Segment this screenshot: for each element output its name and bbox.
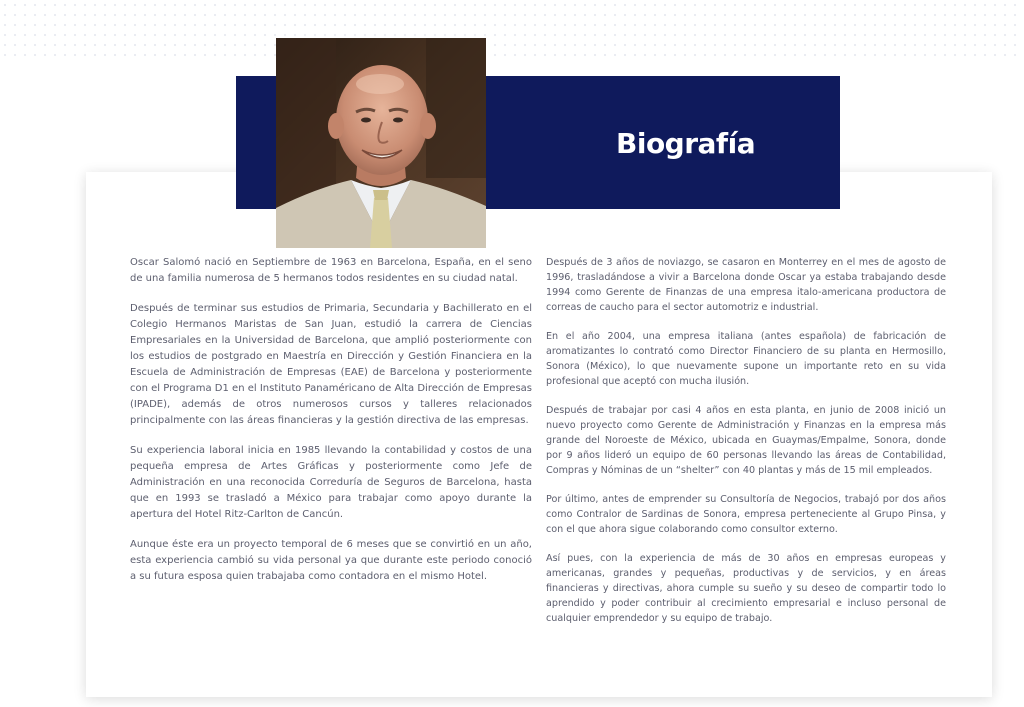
biography-right-column xyxy=(546,255,946,640)
bio-paragraph: Después de terminar sus estudios de Primaria, Secundaria y Bachillerato en el Colegio Hermanos Maristas de San Juan, estudió la carrera de Ciencias Empresariales en la Universidad de Barcelona, que amplió posteriormente con los estudios de postgrado en Maestría en Dirección y Gestión Financiera en la Escuela de Administración de Empresas (EAE) de Barcelona y posteriormente con el Programa D1 en el Instituto Panaméricano de Alta Dirección de Empresas (IPADE), además de otros numerosos cursos y talleres relacionados principalmente con las áreas financieras y la gestión directiva de las empresas. xyxy=(130,303,532,426)
biography-left-column xyxy=(130,255,532,599)
bio-paragraph: Oscar Salomó nació en Septiembre de 1963 en Barcelona, España, en el seno de una familia numerosa de 5 hermanos todos residentes en su ciudad natal. xyxy=(130,257,532,284)
bio-paragraph: Así pues, con la experiencia de más de 30 años en empresas europeas y americanas, grandes y pequeñas, productivas y de servicios, y en áreas financieras y directivas, ahora cumple su sueño y su deseo de compartir todo lo aprendido y poder contribuir al crecimiento empresarial e incluso personal de cualquier emprendedor y su equipo de trabajo. xyxy=(546,553,946,624)
bio-paragraph: En el año 2004, una empresa italiana (antes española) de fabricación de aromatizantes lo contrató como Director Financiero de su planta en Hermosillo, Sonora (México), lo que nuevamente supone un importante reto en su vida profesional que aceptó con mucha ilusión. xyxy=(546,331,946,387)
bio-paragraph: Después de 3 años de noviazgo, se casaron en Monterrey en el mes de agosto de 1996, trasladándose a vivir a Barcelona donde Oscar ya estaba trabajando desde 1994 como Gerente de Finanzas de una empresa italo-americana productora de correas de caucho para el sector automotriz e industrial. xyxy=(546,257,946,313)
profile-photo xyxy=(276,38,486,248)
bio-paragraph: Por último, antes de emprender su Consultoría de Negocios, trabajó por dos años como Contralor de Sardinas de Sonora, empresa perteneciente al Grupo Pinsa, y con el que ahora sigue colaborando como consultor externo. xyxy=(546,494,946,535)
bio-paragraph: Después de trabajar por casi 4 años en esta planta, en junio de 2008 inició un nuevo proyecto como Gerente de Administración y Finanzas en la empresa más grande del Noroeste de México, ubicada en Guaymas/Empalme, Sonora, donde por 9 años lideró un equipo de 60 personas llevando las áreas de Contabilidad, Compras y Nóminas de un “shelter” con 40 plantas y más de 15 mil empleados. xyxy=(546,405,946,476)
bio-paragraph: Aunque éste era un proyecto temporal de 6 meses que se convirtió en un año, esta experiencia cambió su vida personal ya que durante este periodo conoció a su futura esposa quien trabajaba como contadora en el mismo Hotel. xyxy=(130,539,532,582)
bio-paragraph: Su experiencia laboral inicia en 1985 llevando la contabilidad y costos de una pequeña empresa de Artes Gráficas y posteriormente como Jefe de Administración en una reconocida Correduría de Seguros de Barcelona, hasta que en 1993 se trasladó a México para trabajar como apoyo durante la apertura del Hotel Ritz-Carlton de Cancún. xyxy=(130,445,532,520)
dot-pattern-background xyxy=(0,0,1024,60)
page-title: Biografía xyxy=(616,127,756,160)
